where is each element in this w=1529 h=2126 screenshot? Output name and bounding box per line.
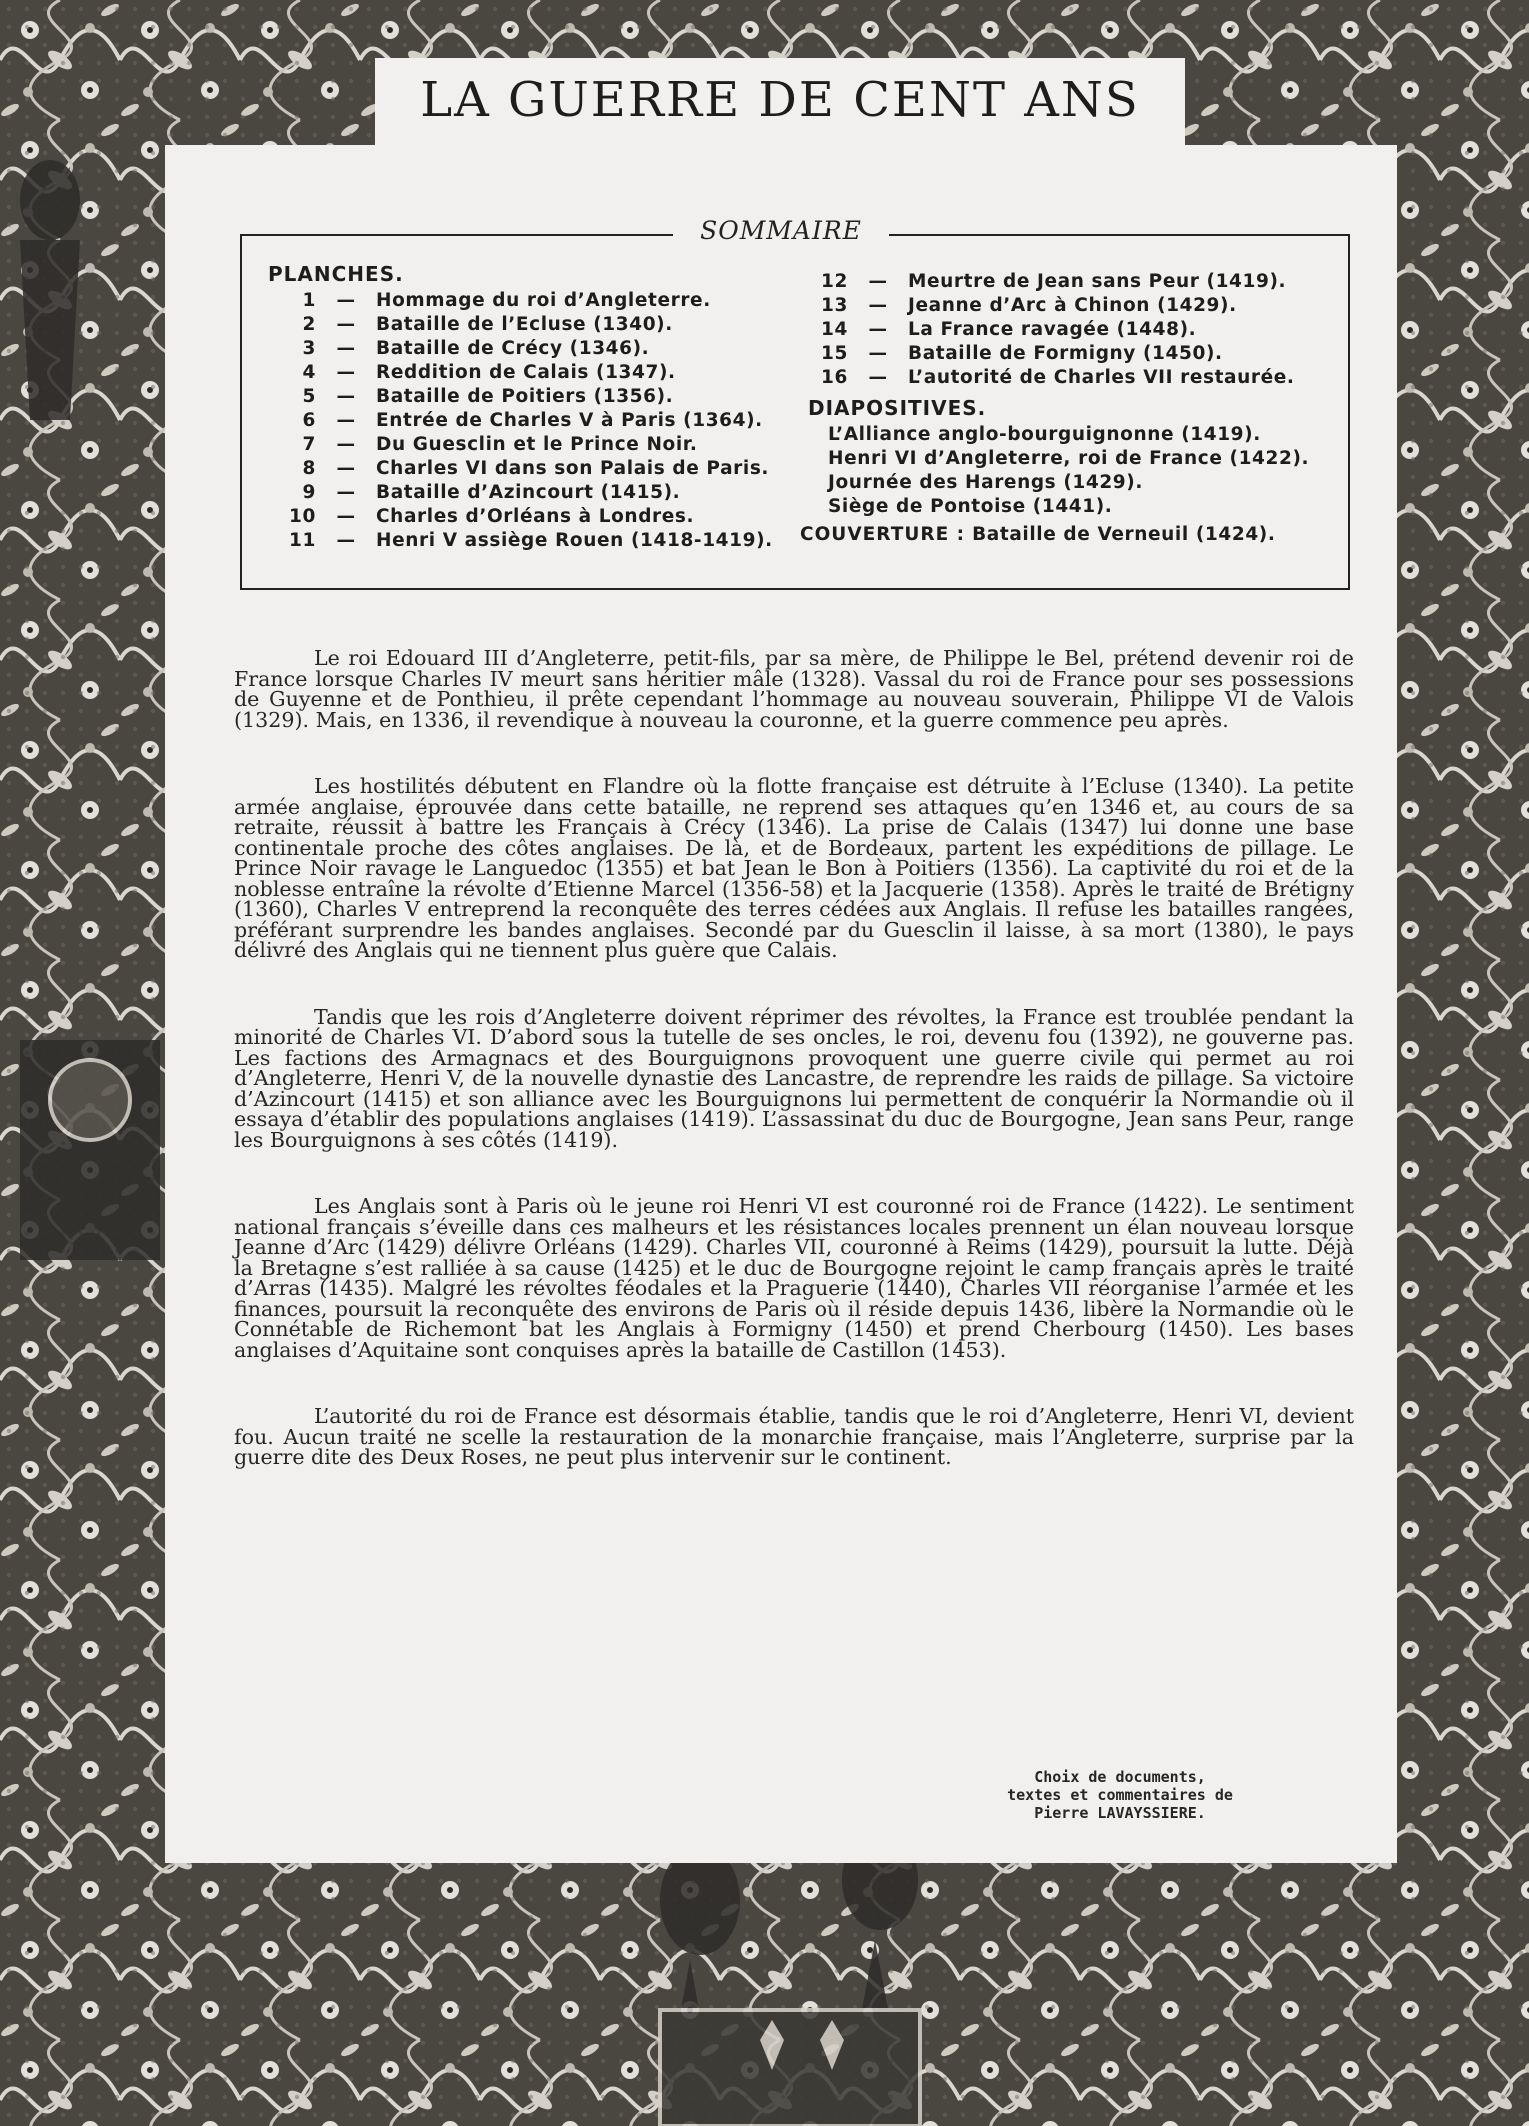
credits-line: Pierre LAVAYSSIERE. xyxy=(1034,1804,1206,1822)
plate-label: Hommage du roi d’Angleterre. xyxy=(376,290,711,311)
credits xyxy=(960,1768,1280,1822)
plate-label: Reddition de Calais (1347). xyxy=(376,362,676,383)
plate-item xyxy=(268,313,773,337)
body-text xyxy=(234,648,1354,1514)
plate-separator: — xyxy=(336,530,356,551)
plate-item xyxy=(268,529,773,553)
slide-item: L’Alliance anglo-bourguignonne (1419). xyxy=(828,424,1261,445)
plate-number: 11 xyxy=(289,530,316,551)
plate-number: 1 xyxy=(302,290,316,311)
plate-separator: — xyxy=(868,271,888,292)
paragraph: Les hostilités débutent en Flandre où la flotte française est détruite à l’Ecluse (1340). La petite armée anglaise, éprouvée dans cette bataille, ne reprend ses attaques qu’en 1346 et, au cours de sa retraite, réussit à battre les Français à Crécy (1346). La prise de Calais (1347) lui donne une base continentale proche des côtes anglaises. De là, et de Bordeaux, partent les expéditions de pillage. Le Prince Noir ravage le Languedoc (1355) et bat Jean le Bon à Poitiers (1356). La captivité du roi et de la noblesse entraîne la révolte d’Etienne Marcel (1356-58) et la Jacquerie (1358). Après le traité de Brétigny (1360), Charles V entreprend la reconquête des terres cédées aux Anglais. Il refuse les batailles rangées, préférant surprendre les bandes anglaises. Secondé par du Guesclin il laisse, à sa mort (1380), le pays délivré des Anglais qui ne tiennent plus guère que Calais. xyxy=(234,774,1354,962)
plate-item xyxy=(268,409,773,433)
plate-item xyxy=(800,342,1309,366)
plate-number: 16 xyxy=(821,367,848,388)
plate-separator: — xyxy=(336,338,356,359)
plate-item xyxy=(800,318,1309,342)
plate-number: 7 xyxy=(302,434,316,455)
slides-heading: DIAPOSITIVES. xyxy=(808,396,987,420)
plate-separator: — xyxy=(336,434,356,455)
summary-left-column xyxy=(268,262,773,553)
plate-label: La France ravagée (1448). xyxy=(908,319,1197,340)
plate-number: 14 xyxy=(821,319,848,340)
plate-item xyxy=(268,289,773,313)
plate-number: 10 xyxy=(289,506,316,527)
plate-label: Bataille de Poitiers (1356). xyxy=(376,386,674,407)
plate-separator: — xyxy=(868,319,888,340)
plate-item xyxy=(268,457,773,481)
plate-label: Henri V assiège Rouen (1418-1419). xyxy=(376,530,773,551)
plate-item xyxy=(800,294,1309,318)
credits-line: Choix de documents, xyxy=(1034,1768,1206,1786)
paragraph: Tandis que les rois d’Angleterre doivent réprimer des révoltes, la France est troublée pendant la minorité de Charles VI. D’abord sous la tutelle de ses oncles, le roi, devenu fou (1392), ne gouverne pas. Les factions des Armagnacs et des Bourguignons provoquent une guerre civile qui permet au roi d’Angleterre, Henri V, de la nouvelle dynastie des Lancastre, de reprendre les raids de pillage. Sa victoire d’Azincourt (1415) et son alliance avec les Bourguignons lui permettent de conquérir la Normandie où il essaya d’établir des populations anglaises (1419). L’assassinat du duc de Bourgogne, Jean sans Peur, range les Bourguignons à ses côtés (1419). xyxy=(234,1004,1354,1152)
plate-number: 6 xyxy=(302,410,316,431)
plate-label: Charles d’Orléans à Londres. xyxy=(376,506,695,527)
plate-separator: — xyxy=(336,362,356,383)
cover-line xyxy=(800,523,1309,547)
paragraph: Les Anglais sont à Paris où le jeune roi Henri VI est couronné roi de France (1422). Le sentiment national français s’éveille dans ces malheurs et les résistances locales prennent un élan nouveau lorsque Jeanne d’Arc (1429) délivre Orléans (1429). Charles VII, couronné à Reims (1429), poursuit la lutte. Déjà la Bretagne s’est ralliée à sa cause (1425) et le duc de Bourgogne rejoint le camp français après le traité d’Arras (1435). Malgré les révoltes féodales et la Praguerie (1440), Charles VII réorganise l’armée et les finances, poursuit la reconquête des environs de Paris où il réside depuis 1436, libère la Normandie où le Connétable de Richemont bat les Anglais à Formigny (1450) et prend Cherbourg (1450). Les bases anglaises d’Aquitaine sont conquises après la bataille de Castillon (1453). xyxy=(234,1194,1354,1362)
paragraph: L’autorité du roi de France est désormais établie, tandis que le roi d’Angleterre, Henri VI, devient fou. Aucun traité ne scelle la restauration de la monarchie française, mais l’Angleterre, surprise par la guerre dite des Deux Roses, ne peut plus intervenir sur le continent. xyxy=(234,1404,1354,1469)
plate-number: 13 xyxy=(821,295,848,316)
plate-label: Bataille de Formigny (1450). xyxy=(908,343,1223,364)
cover-label: COUVERTURE : xyxy=(800,524,966,545)
plate-number: 8 xyxy=(302,458,316,479)
plate-separator: — xyxy=(336,506,356,527)
plate-separator: — xyxy=(868,367,888,388)
slide-item: Henri VI d’Angleterre, roi de France (1422). xyxy=(828,448,1310,469)
plates-heading: PLANCHES. xyxy=(268,262,404,286)
plate-label: Entrée de Charles V à Paris (1364). xyxy=(376,410,763,431)
plate-separator: — xyxy=(336,410,356,431)
plate-item xyxy=(268,337,773,361)
plate-label: Du Guesclin et le Prince Noir. xyxy=(376,434,698,455)
plate-number: 2 xyxy=(302,314,316,335)
plate-separator: — xyxy=(336,314,356,335)
cover-text: Bataille de Verneuil (1424). xyxy=(972,524,1276,545)
plate-number: 12 xyxy=(821,271,848,292)
plate-number: 9 xyxy=(302,482,316,503)
plate-separator: — xyxy=(336,290,356,311)
plate-label: Jeanne d’Arc à Chinon (1429). xyxy=(908,295,1237,316)
plate-label: Bataille de Crécy (1346). xyxy=(376,338,650,359)
page-title: LA GUERRE DE CENT ANS xyxy=(420,72,1140,128)
plate-number: 4 xyxy=(302,362,316,383)
plate-item xyxy=(268,481,773,505)
plate-label: Meurtre de Jean sans Peur (1419). xyxy=(908,271,1287,292)
plate-label: Bataille de l’Ecluse (1340). xyxy=(376,314,673,335)
plate-item xyxy=(268,385,773,409)
plate-label: L’autorité de Charles VII restaurée. xyxy=(908,367,1295,388)
plate-separator: — xyxy=(868,295,888,316)
plate-label: Charles VI dans son Palais de Paris. xyxy=(376,458,770,479)
summary-right-column xyxy=(800,270,1309,547)
plate-label: Bataille d’Azincourt (1415). xyxy=(376,482,681,503)
credits-line: textes et commentaires de xyxy=(1007,1786,1233,1804)
plate-separator: — xyxy=(336,482,356,503)
paragraph: Le roi Edouard III d’Angleterre, petit-fils, par sa mère, de Philippe le Bel, prétend devenir roi de France lorsque Charles IV meurt sans héritier mâle (1328). Vassal du roi de France pour ses possessions de Guyenne et de Ponthieu, il prête cependant l’hommage au nouveau souverain, Philippe VI de Valois (1329). Mais, en 1336, il revendique à nouveau la couronne, et la guerre commence peu après. xyxy=(234,646,1354,732)
plate-item xyxy=(268,505,773,529)
plate-item xyxy=(268,361,773,385)
plate-number: 3 xyxy=(302,338,316,359)
slide-item: Siège de Pontoise (1441). xyxy=(828,496,1113,517)
plate-number: 5 xyxy=(302,386,316,407)
plate-number: 15 xyxy=(821,343,848,364)
plate-item xyxy=(268,433,773,457)
summary-title: SOMMAIRE xyxy=(673,216,889,245)
plate-item xyxy=(800,366,1309,390)
plate-separator: — xyxy=(336,386,356,407)
slide-item: Journée des Harengs (1429). xyxy=(828,472,1143,493)
plate-item xyxy=(800,270,1309,294)
plate-separator: — xyxy=(336,458,356,479)
plate-separator: — xyxy=(868,343,888,364)
